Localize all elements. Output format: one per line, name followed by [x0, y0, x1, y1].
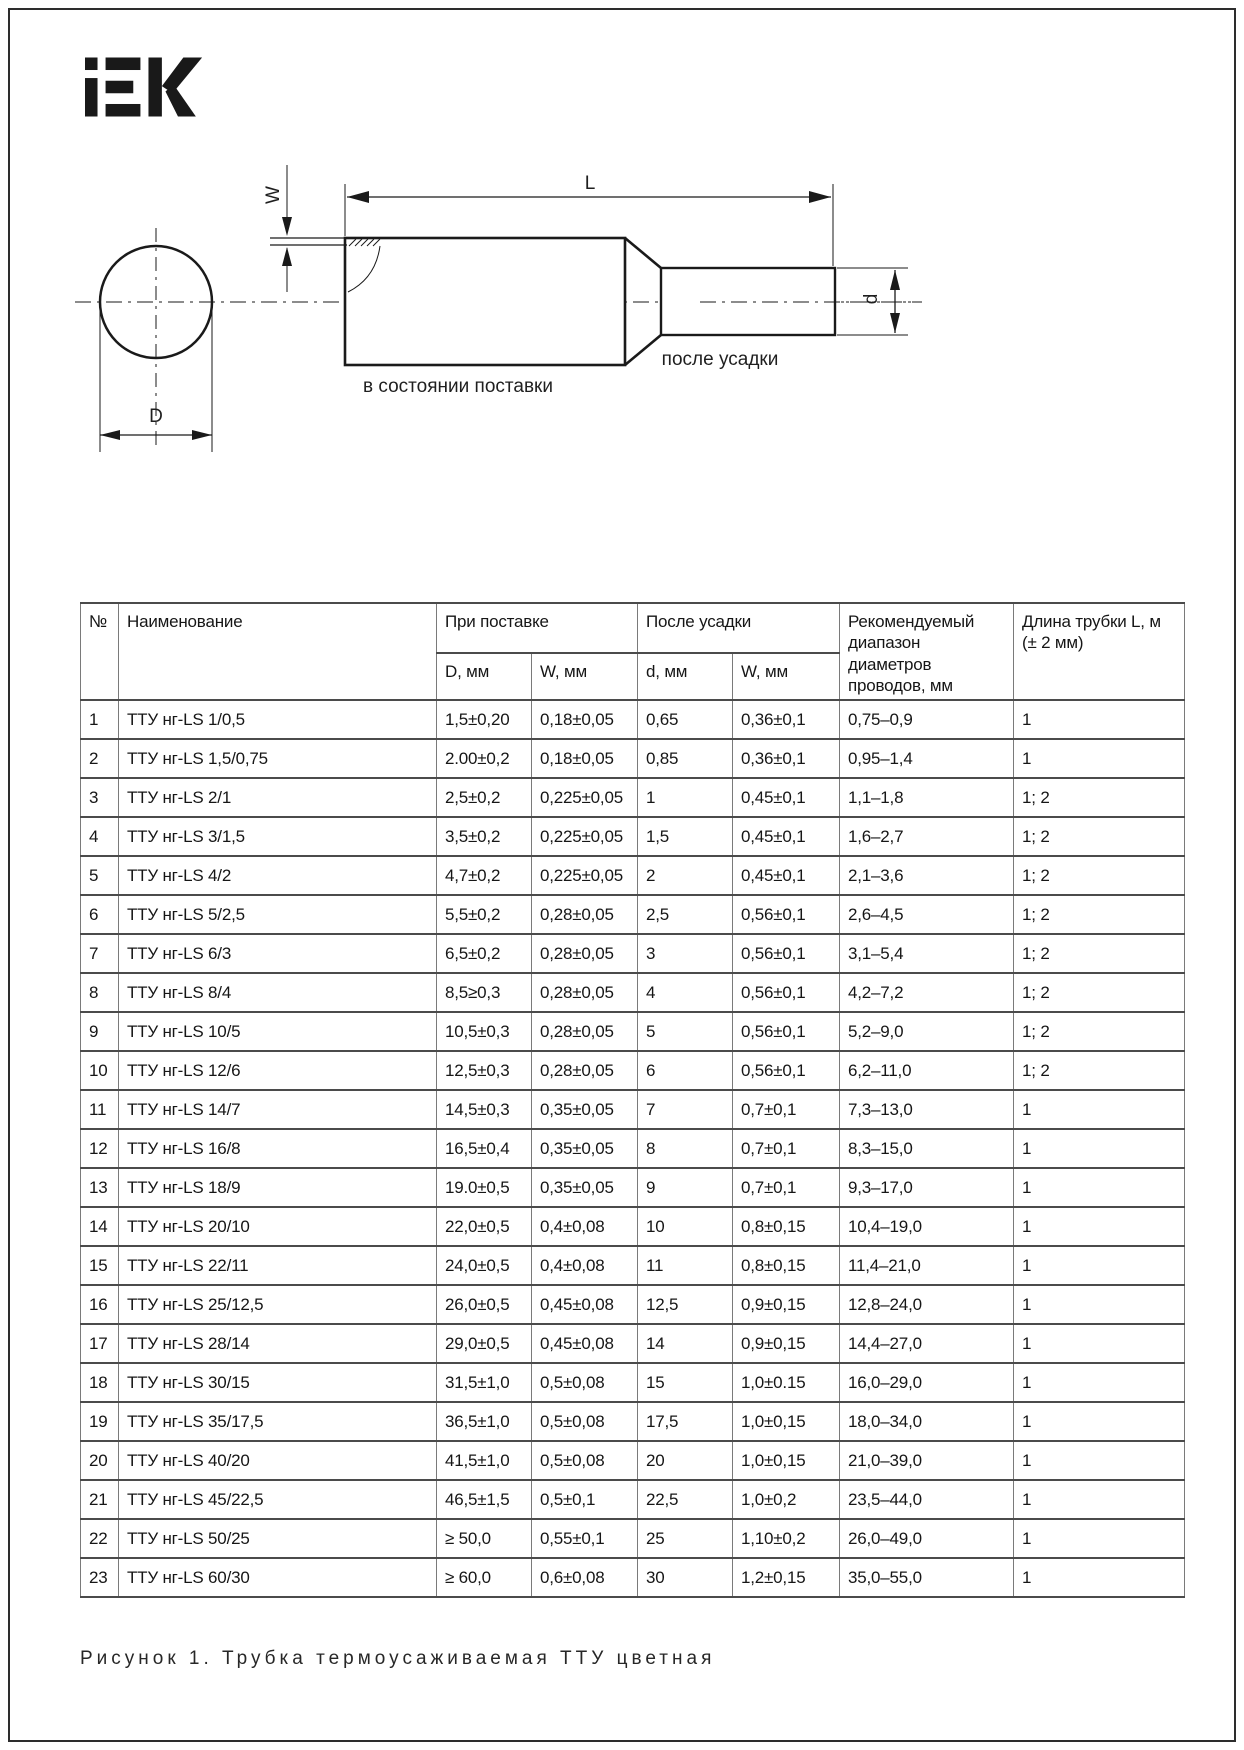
cell-W2: 0,36±0,1 [733, 700, 840, 739]
cell-D: 14,5±0,3 [437, 1090, 532, 1129]
cell-W1: 0,18±0,05 [532, 700, 638, 739]
table-row [81, 700, 1185, 739]
cell-name: ТТУ нг-LS 40/20 [119, 1441, 437, 1480]
cell-range: 0,75–0,9 [840, 700, 1014, 739]
header-after-shrink: После усадки [638, 603, 840, 653]
cell-D: ≥ 60,0 [437, 1558, 532, 1597]
cell-D: 5,5±0,2 [437, 895, 532, 934]
table-row [81, 1519, 1185, 1558]
logo-e-mid-bar [106, 81, 134, 94]
cell-num: 10 [81, 1051, 119, 1090]
cell-d: 11 [638, 1246, 733, 1285]
cell-D: 8,5≥0,3 [437, 973, 532, 1012]
table-row [81, 1480, 1185, 1519]
cell-num: 2 [81, 739, 119, 778]
table-row [81, 895, 1185, 934]
cell-range: 10,4–19,0 [840, 1207, 1014, 1246]
cell-W2: 0,56±0,1 [733, 895, 840, 934]
cell-D: 10,5±0,3 [437, 1012, 532, 1051]
cell-range: 8,3–15,0 [840, 1129, 1014, 1168]
cell-length: 1 [1014, 1246, 1185, 1285]
figure-caption: Рисунок 1. Трубка термоусаживаемая ТТУ цветная [80, 1648, 716, 1669]
cell-length: 1 [1014, 1090, 1185, 1129]
table-row [81, 778, 1185, 817]
cell-W1: 0,5±0,08 [532, 1441, 638, 1480]
cell-d: 8 [638, 1129, 733, 1168]
cell-d: 25 [638, 1519, 733, 1558]
cell-W1: 0,5±0,08 [532, 1363, 638, 1402]
d-dim-label: D [149, 406, 163, 427]
table-row [81, 1012, 1185, 1051]
cell-num: 12 [81, 1129, 119, 1168]
cell-W2: 0,7±0,1 [733, 1168, 840, 1207]
cell-name: ТТУ нг-LS 45/22,5 [119, 1480, 437, 1519]
cell-name: ТТУ нг-LS 16/8 [119, 1129, 437, 1168]
cell-range: 3,1–5,4 [840, 934, 1014, 973]
cell-d: 6 [638, 1051, 733, 1090]
cell-W1: 0,225±0,05 [532, 817, 638, 856]
cell-length: 1 [1014, 1558, 1185, 1597]
cell-num: 21 [81, 1480, 119, 1519]
cell-D: 41,5±1,0 [437, 1441, 532, 1480]
cell-name: ТТУ нг-LS 14/7 [119, 1090, 437, 1129]
cell-range: 21,0–39,0 [840, 1441, 1014, 1480]
cell-range: 18,0–34,0 [840, 1402, 1014, 1441]
cell-num: 1 [81, 700, 119, 739]
cell-num: 17 [81, 1324, 119, 1363]
table-row [81, 1207, 1185, 1246]
cell-W1: 0,28±0,05 [532, 934, 638, 973]
cell-d: 0,65 [638, 700, 733, 739]
header-tube-length: Длина трубки L, м (± 2 мм) [1014, 603, 1185, 700]
cell-name: ТТУ нг-LS 5/2,5 [119, 895, 437, 934]
iek-logo [85, 55, 203, 119]
cell-W1: 0,5±0,08 [532, 1402, 638, 1441]
cell-length: 1; 2 [1014, 1012, 1185, 1051]
cell-d: 0,85 [638, 739, 733, 778]
cell-num: 22 [81, 1519, 119, 1558]
cell-name: ТТУ нг-LS 4/2 [119, 856, 437, 895]
small-d-dim-label: d [861, 293, 882, 305]
w-dim-label: W [263, 186, 284, 204]
tube-technical-drawing [60, 140, 960, 475]
cell-W1: 0,45±0,08 [532, 1324, 638, 1363]
header-wire-range: Рекомендуемый диапазон диаметров проводов, мм [840, 603, 1014, 700]
cell-range: 2,6–4,5 [840, 895, 1014, 934]
d-arrow-right [192, 430, 212, 440]
cell-length: 1; 2 [1014, 817, 1185, 856]
cell-W2: 1,0±0,2 [733, 1480, 840, 1519]
l-arrow-right [809, 191, 831, 203]
cell-num: 5 [81, 856, 119, 895]
small-d-arrow-down [890, 313, 900, 333]
cell-W1: 0,35±0,05 [532, 1090, 638, 1129]
cell-range: 0,95–1,4 [840, 739, 1014, 778]
cell-W1: 0,225±0,05 [532, 856, 638, 895]
cell-D: 3,5±0,2 [437, 817, 532, 856]
cell-range: 4,2–7,2 [840, 973, 1014, 1012]
cell-range: 35,0–55,0 [840, 1558, 1014, 1597]
w-arrow-down [282, 217, 292, 236]
cell-name: ТТУ нг-LS 20/10 [119, 1207, 437, 1246]
cell-length: 1 [1014, 1480, 1185, 1519]
cell-range: 26,0–49,0 [840, 1519, 1014, 1558]
cell-d: 3 [638, 934, 733, 973]
cell-range: 12,8–24,0 [840, 1285, 1014, 1324]
cell-D: ≥ 50,0 [437, 1519, 532, 1558]
cell-W1: 0,18±0,05 [532, 739, 638, 778]
cell-num: 19 [81, 1402, 119, 1441]
cell-name: ТТУ нг-LS 35/17,5 [119, 1402, 437, 1441]
cell-name: ТТУ нг-LS 30/15 [119, 1363, 437, 1402]
cell-W1: 0,28±0,05 [532, 973, 638, 1012]
cell-name: ТТУ нг-LS 12/6 [119, 1051, 437, 1090]
cell-length: 1 [1014, 739, 1185, 778]
cell-D: 6,5±0,2 [437, 934, 532, 973]
cell-W2: 0,45±0,1 [733, 778, 840, 817]
cell-D: 24,0±0,5 [437, 1246, 532, 1285]
cell-num: 6 [81, 895, 119, 934]
spec-table-header [81, 603, 1185, 700]
cell-num: 4 [81, 817, 119, 856]
cell-length: 1; 2 [1014, 973, 1185, 1012]
cell-W2: 0,45±0,1 [733, 817, 840, 856]
cell-range: 1,1–1,8 [840, 778, 1014, 817]
cell-d: 12,5 [638, 1285, 733, 1324]
cell-W2: 0,56±0,1 [733, 934, 840, 973]
cell-W2: 0,8±0,15 [733, 1207, 840, 1246]
cell-num: 7 [81, 934, 119, 973]
cell-length: 1 [1014, 1402, 1185, 1441]
cell-W1: 0,28±0,05 [532, 1012, 638, 1051]
cell-length: 1 [1014, 1519, 1185, 1558]
cell-D: 29,0±0,5 [437, 1324, 532, 1363]
cell-W2: 0,9±0,15 [733, 1324, 840, 1363]
cell-D: 22,0±0,5 [437, 1207, 532, 1246]
taper-top [625, 238, 661, 268]
table-row [81, 1324, 1185, 1363]
cell-length: 1 [1014, 1168, 1185, 1207]
cell-num: 8 [81, 973, 119, 1012]
cell-length: 1 [1014, 1441, 1185, 1480]
header-num: № [81, 603, 119, 700]
cell-W2: 0,56±0,1 [733, 973, 840, 1012]
cell-num: 18 [81, 1363, 119, 1402]
cell-D: 2,5±0,2 [437, 778, 532, 817]
logo-i-stem [85, 78, 98, 116]
delivery-state-label: в состоянии поставки [363, 376, 553, 397]
cell-D: 1,5±0,20 [437, 700, 532, 739]
cell-name: ТТУ нг-LS 1/0,5 [119, 700, 437, 739]
cell-name: ТТУ нг-LS 10/5 [119, 1012, 437, 1051]
cell-W2: 1,0±0,15 [733, 1441, 840, 1480]
cell-length: 1; 2 [1014, 856, 1185, 895]
cell-length: 1 [1014, 1363, 1185, 1402]
header-d-mm: d, мм [638, 653, 733, 700]
table-row [81, 1558, 1185, 1597]
cell-W2: 1,10±0,2 [733, 1519, 840, 1558]
cell-W2: 0,7±0,1 [733, 1129, 840, 1168]
cell-W2: 0,7±0,1 [733, 1090, 840, 1129]
logo-k-stem [148, 58, 161, 117]
cell-D: 31,5±1,0 [437, 1363, 532, 1402]
logo-k-lower-arm [165, 84, 195, 116]
cell-d: 9 [638, 1168, 733, 1207]
cell-d: 1,5 [638, 817, 733, 856]
cell-d: 4 [638, 973, 733, 1012]
table-row [81, 1129, 1185, 1168]
cell-W1: 0,35±0,05 [532, 1129, 638, 1168]
cell-length: 1 [1014, 1285, 1185, 1324]
cell-range: 5,2–9,0 [840, 1012, 1014, 1051]
table-row [81, 1246, 1185, 1285]
cell-num: 16 [81, 1285, 119, 1324]
l-arrow-left [347, 191, 369, 203]
w-arrow-up [282, 247, 292, 266]
cell-D: 16,5±0,4 [437, 1129, 532, 1168]
table-row [81, 1402, 1185, 1441]
cell-name: ТТУ нг-LS 60/30 [119, 1558, 437, 1597]
cell-length: 1 [1014, 1129, 1185, 1168]
cell-num: 11 [81, 1090, 119, 1129]
cell-d: 15 [638, 1363, 733, 1402]
cell-d: 1 [638, 778, 733, 817]
cell-d: 7 [638, 1090, 733, 1129]
cell-W2: 0,8±0,15 [733, 1246, 840, 1285]
cell-name: ТТУ нг-LS 8/4 [119, 973, 437, 1012]
l-dim-label: L [584, 173, 596, 194]
cell-range: 6,2–11,0 [840, 1051, 1014, 1090]
cell-name: ТТУ нг-LS 6/3 [119, 934, 437, 973]
header-W1-mm: W, мм [532, 653, 638, 700]
cell-num: 9 [81, 1012, 119, 1051]
cell-d: 10 [638, 1207, 733, 1246]
cell-d: 20 [638, 1441, 733, 1480]
cell-range: 7,3–13,0 [840, 1090, 1014, 1129]
table-row [81, 1090, 1185, 1129]
cell-W2: 1,0±0,15 [733, 1402, 840, 1441]
cell-D: 46,5±1,5 [437, 1480, 532, 1519]
cell-name: ТТУ нг-LS 2/1 [119, 778, 437, 817]
header-at-delivery: При поставке [437, 603, 638, 653]
cell-range: 11,4–21,0 [840, 1246, 1014, 1285]
table-row [81, 1441, 1185, 1480]
cell-W1: 0,6±0,08 [532, 1558, 638, 1597]
cell-W2: 1,0±0.15 [733, 1363, 840, 1402]
cell-length: 1; 2 [1014, 778, 1185, 817]
table-row [81, 1051, 1185, 1090]
cell-range: 9,3–17,0 [840, 1168, 1014, 1207]
cell-d: 2,5 [638, 895, 733, 934]
header-D-mm: D, мм [437, 653, 532, 700]
cell-d: 2 [638, 856, 733, 895]
cell-D: 12,5±0,3 [437, 1051, 532, 1090]
cell-range: 1,6–2,7 [840, 817, 1014, 856]
cell-d: 30 [638, 1558, 733, 1597]
cell-length: 1; 2 [1014, 934, 1185, 973]
taper-bottom [625, 335, 661, 365]
cell-name: ТТУ нг-LS 1,5/0,75 [119, 739, 437, 778]
cell-D: 19.0±0,5 [437, 1168, 532, 1207]
header-name: Наименование [119, 603, 437, 700]
cell-name: ТТУ нг-LS 3/1,5 [119, 817, 437, 856]
cell-D: 26,0±0,5 [437, 1285, 532, 1324]
cell-W1: 0,4±0,08 [532, 1207, 638, 1246]
table-row [81, 973, 1185, 1012]
cell-d: 17,5 [638, 1402, 733, 1441]
cell-num: 20 [81, 1441, 119, 1480]
cell-W2: 0,45±0,1 [733, 856, 840, 895]
cell-D: 36,5±1,0 [437, 1402, 532, 1441]
cell-W2: 1,2±0,15 [733, 1558, 840, 1597]
logo-e-bottom-bar [106, 104, 141, 117]
table-row [81, 856, 1185, 895]
cell-length: 1; 2 [1014, 1051, 1185, 1090]
cell-range: 16,0–29,0 [840, 1363, 1014, 1402]
logo-i-dot [85, 58, 98, 71]
cell-d: 22,5 [638, 1480, 733, 1519]
cell-d: 5 [638, 1012, 733, 1051]
cell-d: 14 [638, 1324, 733, 1363]
cell-length: 1 [1014, 1324, 1185, 1363]
cell-W2: 0,9±0,15 [733, 1285, 840, 1324]
cell-W2: 0,56±0,1 [733, 1012, 840, 1051]
cell-W1: 0,55±0,1 [532, 1519, 638, 1558]
cell-num: 14 [81, 1207, 119, 1246]
table-row [81, 934, 1185, 973]
logo-k-upper-arm [162, 58, 202, 94]
cell-W1: 0,28±0,05 [532, 895, 638, 934]
cell-W2: 0,36±0,1 [733, 739, 840, 778]
cell-name: ТТУ нг-LS 18/9 [119, 1168, 437, 1207]
cell-W1: 0,4±0,08 [532, 1246, 638, 1285]
cell-D: 2.00±0,2 [437, 739, 532, 778]
cell-W1: 0,5±0,1 [532, 1480, 638, 1519]
cell-name: ТТУ нг-LS 50/25 [119, 1519, 437, 1558]
cell-name: ТТУ нг-LS 28/14 [119, 1324, 437, 1363]
cell-W1: 0,35±0,05 [532, 1168, 638, 1207]
cell-W1: 0,225±0,05 [532, 778, 638, 817]
table-row [81, 817, 1185, 856]
cell-num: 13 [81, 1168, 119, 1207]
spec-table-rows [81, 700, 1185, 1597]
cell-range: 23,5–44,0 [840, 1480, 1014, 1519]
cell-length: 1 [1014, 700, 1185, 739]
cell-range: 2,1–3,6 [840, 856, 1014, 895]
cell-name: ТТУ нг-LS 25/12,5 [119, 1285, 437, 1324]
cell-length: 1; 2 [1014, 895, 1185, 934]
cell-num: 15 [81, 1246, 119, 1285]
table-row [81, 739, 1185, 778]
cell-range: 14,4–27,0 [840, 1324, 1014, 1363]
cell-num: 23 [81, 1558, 119, 1597]
cell-length: 1 [1014, 1207, 1185, 1246]
spec-table [80, 602, 1185, 1598]
cell-name: ТТУ нг-LS 22/11 [119, 1246, 437, 1285]
small-d-arrow-up [890, 270, 900, 290]
cell-W2: 0,56±0,1 [733, 1051, 840, 1090]
cell-D: 4,7±0,2 [437, 856, 532, 895]
cell-num: 3 [81, 778, 119, 817]
header-W2-mm: W, мм [733, 653, 840, 700]
d-arrow-left [100, 430, 120, 440]
tube-delivery-body [345, 238, 625, 365]
cell-W1: 0,45±0,08 [532, 1285, 638, 1324]
table-row [81, 1285, 1185, 1324]
after-shrink-label: после усадки [661, 349, 779, 370]
logo-e-top-bar [106, 58, 141, 71]
table-row [81, 1168, 1185, 1207]
cell-W1: 0,28±0,05 [532, 1051, 638, 1090]
table-row [81, 1363, 1185, 1402]
